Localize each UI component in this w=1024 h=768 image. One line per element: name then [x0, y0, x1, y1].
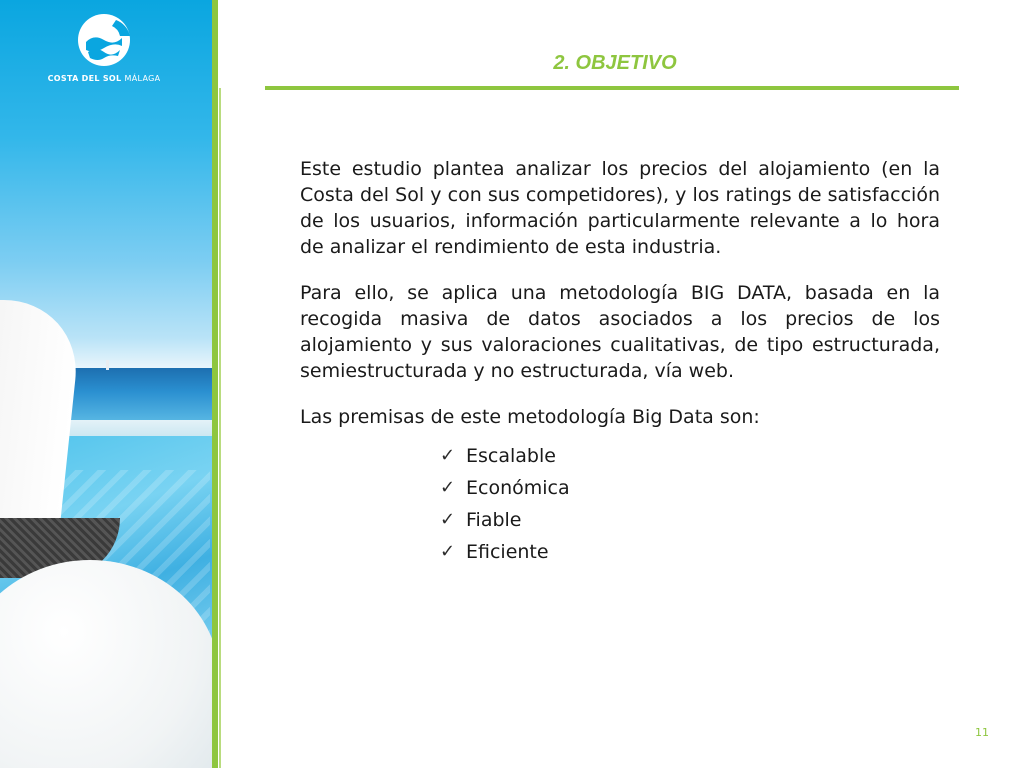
premise-label: Escalable [466, 445, 556, 467]
slide-body [300, 156, 940, 568]
checkmark-icon: ✓ [440, 445, 456, 466]
logo-label [44, 74, 164, 83]
green-vertical-bar [212, 0, 218, 768]
page-number: 11 [975, 726, 989, 739]
slide-title: 2. OBJETIVO [553, 52, 677, 74]
checkmark-icon: ✓ [440, 477, 456, 498]
premise-label: Económica [466, 477, 570, 499]
paragraph-methodology: Para ello, se aplica una metodología BIG DATA, basada en la recogida masiva de datos asociados a los precios de los alojamiento y sus valoraciones cualitativas, de tipo estructurada, semiestructurada y no estructurada, vía web. [300, 282, 940, 382]
list-item [440, 536, 940, 568]
logo-text-light: MÁLAGA [124, 74, 161, 83]
paragraph-premises-intro: Las premisas de este metodología Big Data son: [300, 406, 760, 428]
checkmark-icon: ✓ [440, 509, 456, 530]
premise-label: Eficiente [466, 541, 549, 563]
side-photo-panel [0, 0, 212, 768]
list-item [440, 504, 940, 536]
costa-del-sol-logo [44, 12, 164, 83]
premises-list [440, 440, 940, 568]
checkmark-icon: ✓ [440, 541, 456, 562]
green-vertical-line [219, 88, 221, 768]
title-underline [265, 86, 959, 90]
list-item [440, 472, 940, 504]
logo-text-bold: COSTA DEL SOL [47, 74, 122, 83]
sailboat [106, 360, 109, 370]
premise-label: Fiable [466, 509, 522, 531]
list-item [440, 440, 940, 472]
wave-sun-logo-icon [76, 12, 132, 68]
paragraph-objective: Este estudio plantea analizar los precios del alojamiento (en la Costa del Sol y con sus competidores), y los ratings de satisfacción de los usuarios, información particularmente relevante a lo hora de analizar el rendimiento de esta industria. [300, 158, 940, 258]
